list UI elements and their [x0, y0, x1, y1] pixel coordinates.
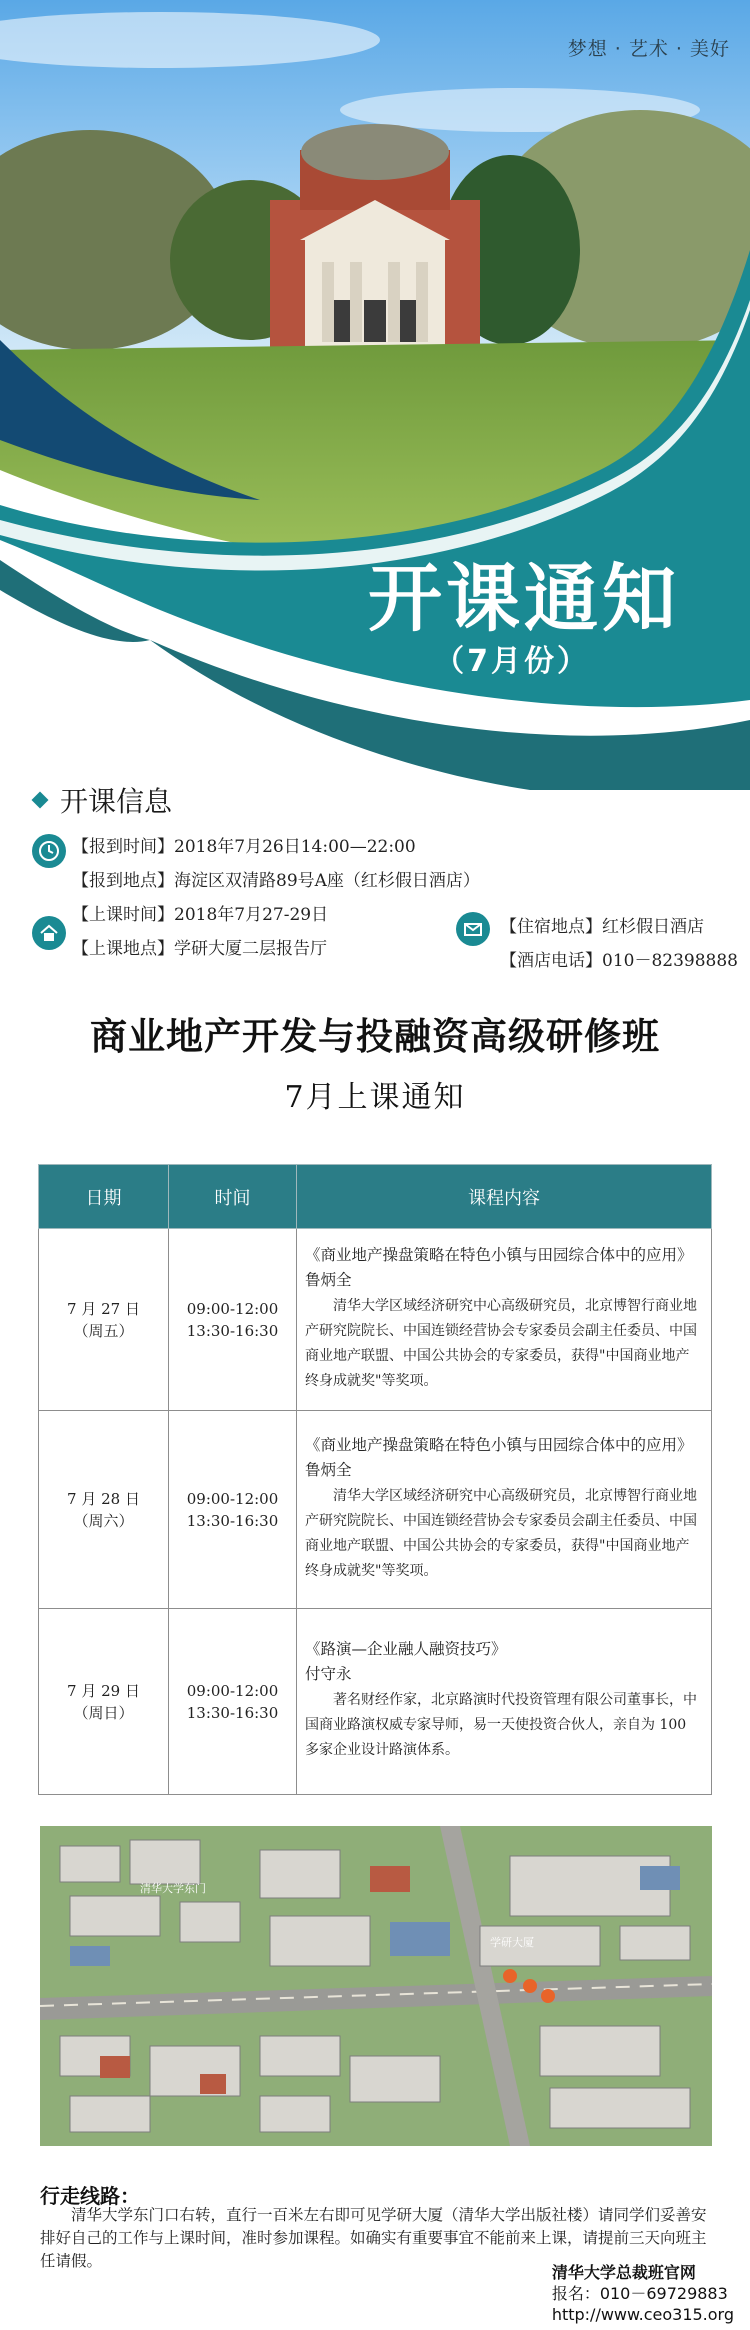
- hotel-phone: 【酒店电话】010－82398888: [500, 951, 738, 971]
- lecturer-bio: 清华大学区域经济研究中心高级研究员，北京博智行商业地产研究院院长、中国连锁经营协会专家委员会副主任委员、中国商业地产联盟、中国公共协会的专家委员，获得"中国商业地产终身成就奖"等奖项。: [305, 1297, 697, 1389]
- lecture-title: 《商业地产操盘策略在特色小镇与田园综合体中的应用》: [305, 1435, 693, 1454]
- clock-icon: [32, 834, 66, 868]
- weekday: （周日）: [73, 1703, 134, 1722]
- route-text: 清华大学东门口右转，直行一百米左右即可见学研大厦（清华大学出版社楼）请同学们妥善安排好自己的工作与上课时间，准时参加课程。如确实有重要事宜不能前来上课，请提前三天向班主任请假。: [40, 2206, 707, 2270]
- lecturer-name: 付守永: [305, 1665, 352, 1683]
- hero-banner: [0, 0, 750, 790]
- notice-title: 开课通知: [368, 556, 680, 642]
- footer-url[interactable]: http://www.ceo315.org: [551, 2305, 734, 2324]
- campus-map: [40, 1826, 712, 2146]
- date: 7 月 27 日: [67, 1299, 140, 1318]
- hotel-place: 【住宿地点】红杉假日酒店: [500, 917, 704, 937]
- route-heading: 行走线路：: [40, 2184, 140, 2208]
- course-title: 商业地产开发与投融资高级研修班: [90, 1015, 660, 1058]
- content-cell: [297, 1609, 712, 1795]
- tagline: 梦想 · 艺术 · 美好: [567, 38, 730, 60]
- map-label-gate: 清华大学东门: [140, 1882, 206, 1895]
- report-time: 【报到时间】2018年7月26日14:00—22:00: [72, 837, 416, 857]
- table-row: [39, 1411, 712, 1609]
- date: 7 月 29 日: [67, 1681, 140, 1700]
- time-cell: [169, 1229, 297, 1411]
- diamond-bullet-icon: [32, 792, 49, 809]
- lecture-title: 《路演—企业融人融资技巧》: [305, 1640, 507, 1658]
- course-subtitle: 7月上课通知: [284, 1080, 466, 1115]
- time-cell: [169, 1609, 297, 1795]
- info-heading-text: 开课信息: [60, 785, 173, 818]
- lecturer-name: 鲁炳全: [305, 1270, 352, 1289]
- lecturer-bio: 著名财经作家，北京路演时代投资管理有限公司董事长，中国商业路演权威专家导师，易一天使投资合伙人，亲自为 100 多家企业设计路演体系。: [305, 1692, 697, 1758]
- table-row: [39, 1229, 712, 1411]
- footer-contact: [552, 2262, 734, 2325]
- schedule-table: [38, 1164, 712, 1795]
- time-morning: 09:00-12:00: [186, 1299, 279, 1318]
- lecturer-bio: 清华大学区域经济研究中心高级研究员，北京博智行商业地产研究院院长、中国连锁经营协会专家委员会副主任委员、中国商业地产联盟、中国公共协会的专家委员，获得"中国商业地产终身成就奖"等奖项。: [305, 1487, 697, 1579]
- map-label-building: 学研大厦: [490, 1936, 534, 1949]
- time-afternoon: 13:30-16:30: [186, 1511, 279, 1530]
- table-row: [39, 1609, 712, 1795]
- map-illustration: [40, 1826, 712, 2146]
- hero-illustration: [0, 0, 750, 790]
- date: 7 月 28 日: [67, 1489, 140, 1508]
- content-cell: [297, 1229, 712, 1411]
- date-cell: [39, 1229, 169, 1411]
- time-afternoon: 13:30-16:30: [186, 1321, 279, 1340]
- time-afternoon: 13:30-16:30: [186, 1703, 279, 1722]
- time-morning: 09:00-12:00: [186, 1489, 279, 1508]
- mail-icon: [456, 912, 490, 946]
- home-icon: [32, 916, 66, 950]
- weekday: （周五）: [73, 1321, 134, 1340]
- content-cell: [297, 1411, 712, 1609]
- lecture-title: 《商业地产操盘策略在特色小镇与田园综合体中的应用》: [305, 1245, 693, 1264]
- lecturer-name: 鲁炳全: [305, 1460, 352, 1479]
- footer-phone: 报名：010－69729883: [551, 2284, 728, 2303]
- table-header-row: [39, 1165, 712, 1229]
- class-time: 【上课时间】2018年7月27-29日: [72, 905, 329, 925]
- class-place: 【上课地点】学研大厦二层报告厅: [72, 939, 327, 959]
- weekday: （周六）: [73, 1511, 134, 1530]
- header-time: 时间: [169, 1165, 297, 1229]
- header-date: 日期: [39, 1165, 169, 1229]
- date-cell: [39, 1411, 169, 1609]
- date-cell: [39, 1609, 169, 1795]
- header-content: 课程内容: [297, 1165, 712, 1229]
- time-cell: [169, 1411, 297, 1609]
- notice-month: （7月份）: [434, 644, 590, 679]
- report-place: 【报到地点】海淀区双清路89号A座（红杉假日酒店）: [72, 871, 480, 891]
- info-heading: [34, 780, 172, 820]
- footer-org: 清华大学总裁班官网: [551, 2263, 696, 2282]
- time-morning: 09:00-12:00: [186, 1681, 279, 1700]
